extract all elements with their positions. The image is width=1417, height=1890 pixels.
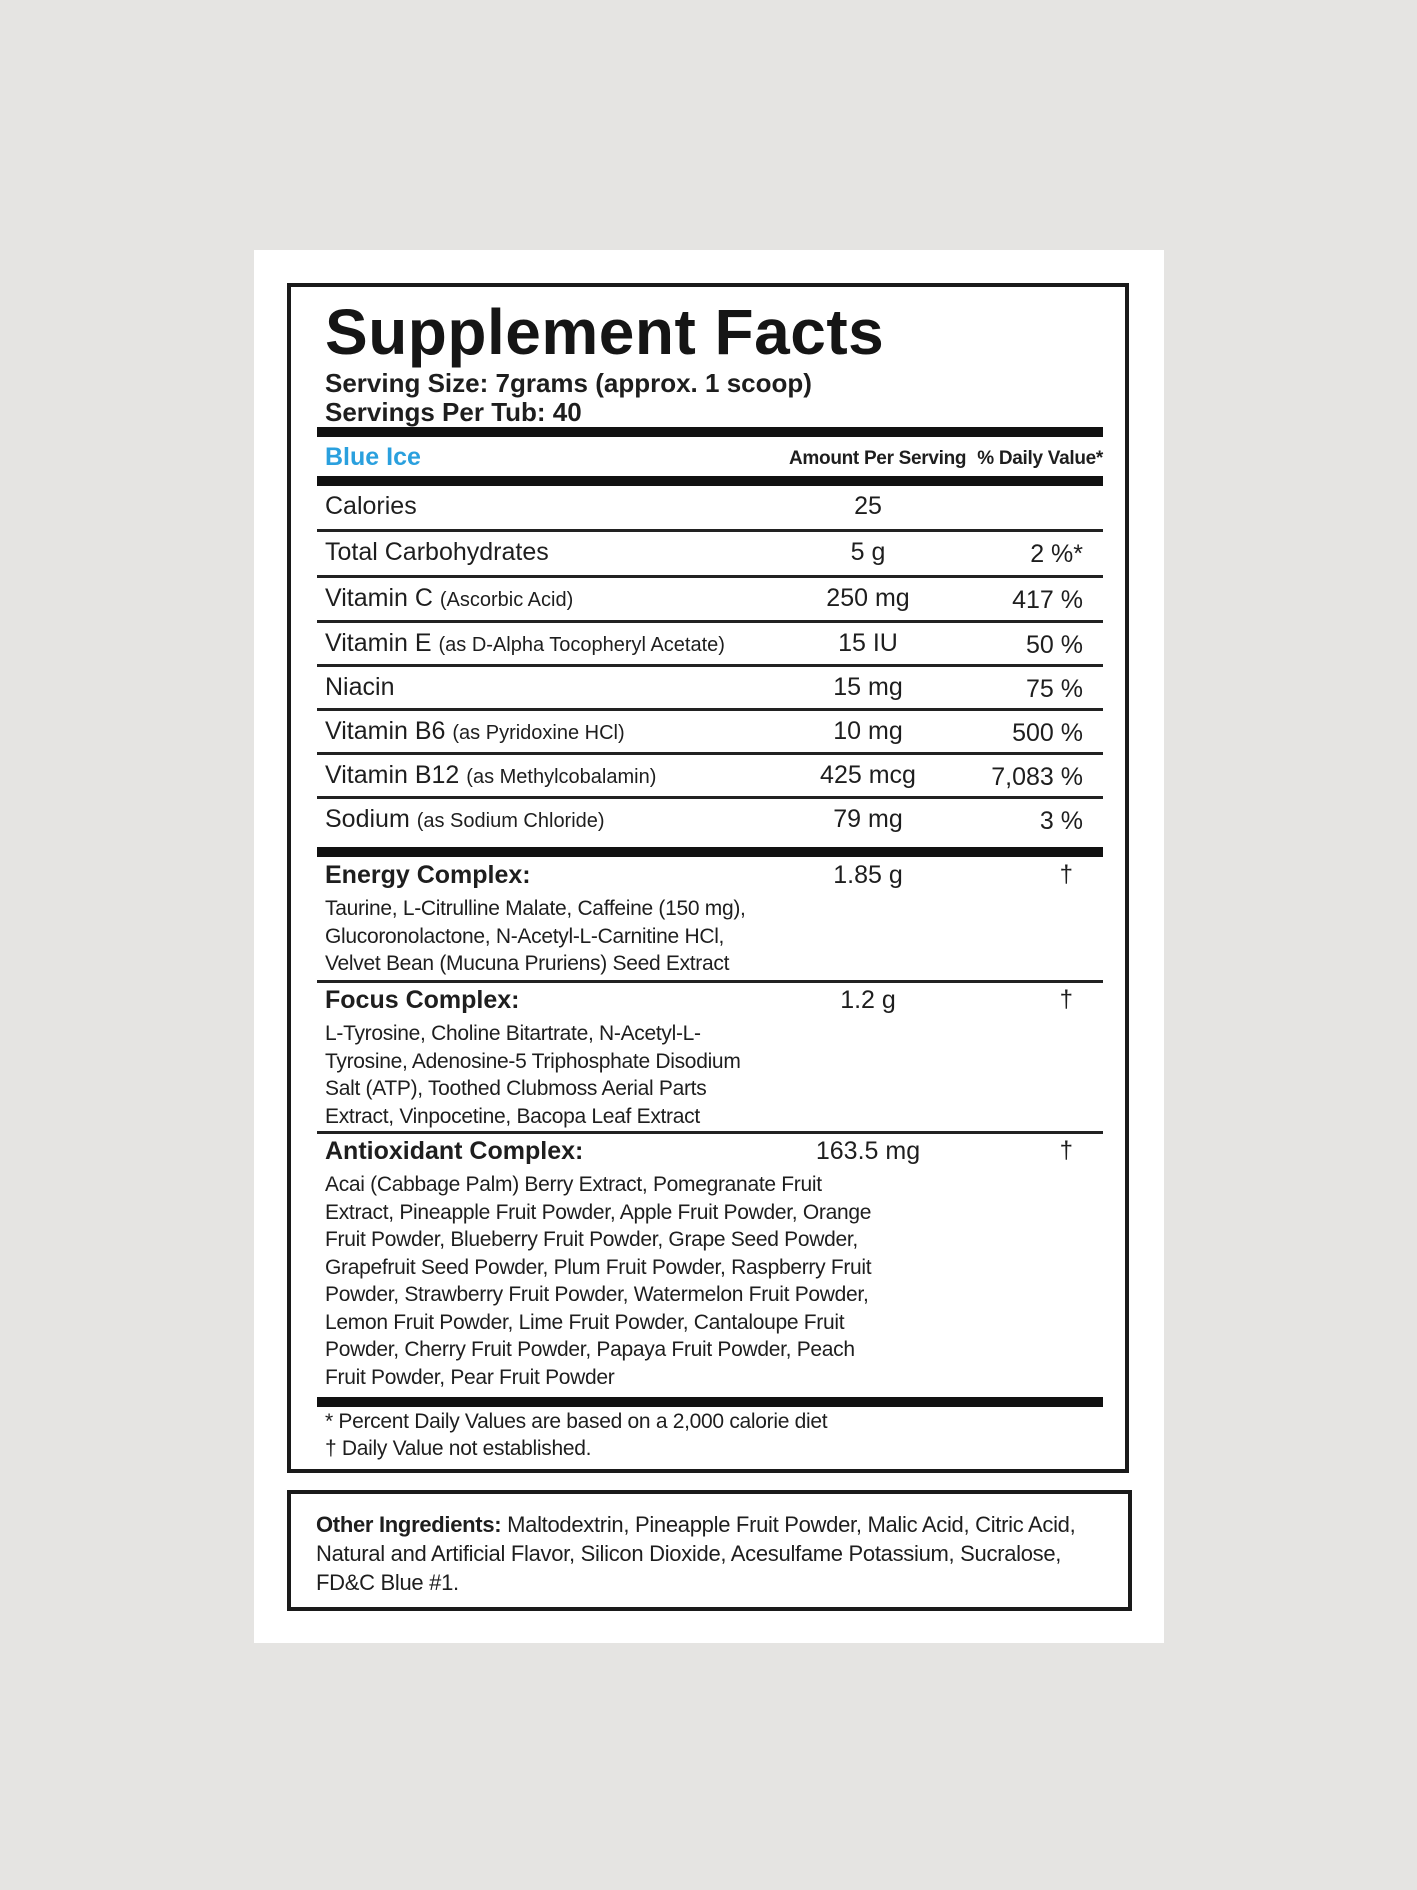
complex-amount: 1.2 g bbox=[840, 986, 896, 1014]
column-header-daily-value: % Daily Value* bbox=[977, 448, 1103, 469]
nutrient-label: Vitamin B12 bbox=[325, 761, 460, 789]
nutrient-daily-value: 50 % bbox=[1026, 631, 1083, 659]
ingredient-line: Grapefruit Seed Powder, Plum Fruit Powder, Raspberry Fruit bbox=[325, 1255, 872, 1279]
nutrient-name bbox=[325, 717, 625, 746]
servings-per-container: Servings Per Tub: 40 bbox=[325, 397, 582, 427]
nutrient-row bbox=[317, 667, 1103, 709]
other-ingredients-list: Maltodextrin, Pineapple Fruit Powder, Malic Acid, Citric Acid, Natural and Artificial Flavor, Silicon Dioxide, Acesulfame Potassium, Sucralose, FD&C Blue #1. bbox=[316, 1512, 1076, 1595]
ingredient-line: Salt (ATP), Toothed Clubmoss Aerial Parts bbox=[325, 1077, 707, 1100]
nutrient-daily-value: 2 %* bbox=[1030, 540, 1083, 568]
nutrient-amount: 25 bbox=[854, 492, 882, 520]
divider-thin bbox=[317, 980, 1103, 983]
nutrient-amount: 79 mg bbox=[833, 805, 903, 833]
nutrient-name bbox=[325, 629, 725, 658]
nutrient-source-note: (as Sodium Chloride) bbox=[416, 810, 605, 832]
divider-thin bbox=[317, 664, 1103, 667]
nutrient-label: Niacin bbox=[325, 673, 395, 701]
nutrient-amount: 425 mcg bbox=[820, 761, 916, 789]
other-ingredients bbox=[316, 1510, 1108, 1597]
divider-thin bbox=[317, 575, 1103, 578]
nutrient-label: Calories bbox=[325, 492, 417, 520]
ingredient-line: L-Tyrosine, Choline Bitartrate, N-Acetyl-L- bbox=[325, 1022, 701, 1045]
nutrient-row bbox=[317, 623, 1103, 665]
nutrient-source-note: (as Methylcobalamin) bbox=[466, 766, 657, 788]
nutrient-name bbox=[325, 805, 605, 834]
nutrient-amount: 15 IU bbox=[838, 629, 898, 657]
facts-inner bbox=[317, 287, 1103, 1469]
ingredient-line: Powder, Strawberry Fruit Powder, Watermelon Fruit Powder, bbox=[325, 1283, 869, 1306]
column-header-row bbox=[317, 439, 1103, 475]
footnote-daily-value: * Percent Daily Values are based on a 2,000 calorie diet bbox=[325, 1410, 828, 1433]
ingredient-line: Fruit Powder, Pear Fruit Powder bbox=[325, 1365, 615, 1389]
nutrient-name bbox=[325, 584, 573, 613]
ingredient-line: Extract, Pineapple Fruit Powder, Apple Fruit Powder, Orange bbox=[325, 1200, 872, 1224]
nutrient-daily-value: 417 % bbox=[1012, 586, 1083, 614]
nutrient-label: Total Carbohydrates bbox=[325, 538, 549, 566]
ingredient-line: Acai (Cabbage Palm) Berry Extract, Pomegranate Fruit bbox=[325, 1173, 822, 1196]
footnote-not-established: † Daily Value not established. bbox=[325, 1437, 592, 1460]
nutrient-daily-value: 500 % bbox=[1012, 719, 1083, 747]
nutrient-row bbox=[317, 711, 1103, 753]
nutrient-daily-value: 7,083 % bbox=[991, 763, 1083, 791]
divider-thin bbox=[317, 752, 1103, 755]
divider-thick bbox=[317, 427, 1103, 437]
ingredient-line: Glucoronolactone, N-Acetyl-L-Carnitine HCl, bbox=[325, 924, 725, 948]
divider-thick bbox=[317, 476, 1103, 486]
complex-name: Antioxidant Complex: bbox=[325, 1137, 584, 1165]
nutrient-label: Vitamin C bbox=[325, 584, 433, 612]
nutrient-label: Vitamin E bbox=[325, 629, 432, 657]
nutrient-source-note: (as D-Alpha Tocopheryl Acetate) bbox=[438, 634, 725, 656]
complex-amount: 1.85 g bbox=[833, 861, 903, 889]
divider-thick bbox=[317, 847, 1103, 857]
complex-amount: 163.5 mg bbox=[815, 1137, 921, 1165]
nutrient-name bbox=[325, 538, 549, 567]
complex-ingredients bbox=[325, 1171, 871, 1391]
nutrient-row bbox=[317, 578, 1103, 620]
nutrient-name bbox=[325, 492, 417, 521]
divider-thick bbox=[317, 1397, 1103, 1407]
nutrient-name bbox=[325, 761, 656, 790]
nutrient-daily-value: 75 % bbox=[1026, 675, 1083, 703]
ingredient-line: Lemon Fruit Powder, Lime Fruit Powder, Cantaloupe Fruit bbox=[325, 1310, 845, 1334]
nutrient-daily-value: 3 % bbox=[1039, 807, 1083, 835]
nutrient-source-note: (Ascorbic Acid) bbox=[439, 589, 574, 611]
panel-title: Supplement Facts bbox=[325, 296, 885, 368]
other-ingredients-label: Other Ingredients: bbox=[316, 1512, 502, 1537]
serving-info bbox=[325, 369, 812, 427]
nutrient-label: Sodium bbox=[325, 805, 410, 833]
nutrient-name bbox=[325, 673, 394, 702]
ingredient-line: Velvet Bean (Mucuna Pruriens) Seed Extract bbox=[325, 952, 730, 975]
nutrient-source-note: (as Pyridoxine HCl) bbox=[452, 722, 625, 744]
nutrient-label: Vitamin B6 bbox=[325, 717, 446, 745]
complex-ingredients bbox=[325, 895, 746, 978]
nutrient-amount: 10 mg bbox=[833, 717, 903, 745]
divider-thin bbox=[317, 1131, 1103, 1134]
complex-daily-value: † bbox=[1059, 1137, 1073, 1164]
serving-size: Serving Size: 7grams (approx. 1 scoop) bbox=[325, 368, 812, 398]
nutrient-amount: 15 mg bbox=[833, 673, 903, 701]
nutrient-amount: 5 g bbox=[850, 538, 886, 566]
nutrient-row bbox=[317, 486, 1103, 528]
nutrient-row bbox=[317, 799, 1103, 841]
complex-daily-value: † bbox=[1059, 861, 1073, 888]
complex-daily-value: † bbox=[1059, 986, 1073, 1013]
nutrient-row bbox=[317, 532, 1103, 574]
complex-name: Energy Complex: bbox=[325, 861, 531, 889]
divider-thin bbox=[317, 796, 1103, 799]
supplement-facts-panel bbox=[287, 283, 1129, 1473]
ingredient-line: Extract, Vinpocetine, Bacopa Leaf Extract bbox=[325, 1104, 700, 1128]
divider-thin bbox=[317, 620, 1103, 623]
divider-thin bbox=[317, 529, 1103, 532]
complex-name: Focus Complex: bbox=[325, 986, 520, 1014]
column-header-amount: Amount Per Serving bbox=[789, 448, 967, 469]
ingredient-line: Fruit Powder, Blueberry Fruit Powder, Grape Seed Powder, bbox=[325, 1228, 858, 1251]
divider-thin bbox=[317, 708, 1103, 711]
ingredient-line: Tyrosine, Adenosine-5 Triphosphate Disodium bbox=[325, 1049, 741, 1073]
flavor-name: Blue Ice bbox=[325, 443, 421, 471]
footnotes bbox=[325, 1408, 827, 1462]
nutrient-row bbox=[317, 755, 1103, 797]
nutrient-amount: 250 mg bbox=[826, 584, 910, 612]
other-ingredients-panel bbox=[287, 1490, 1132, 1611]
complex-ingredients bbox=[325, 1020, 741, 1130]
ingredient-line: Taurine, L-Citrulline Malate, Caffeine (150 mg), bbox=[325, 897, 746, 920]
ingredient-line: Powder, Cherry Fruit Powder, Papaya Fruit Powder, Peach bbox=[325, 1338, 855, 1361]
